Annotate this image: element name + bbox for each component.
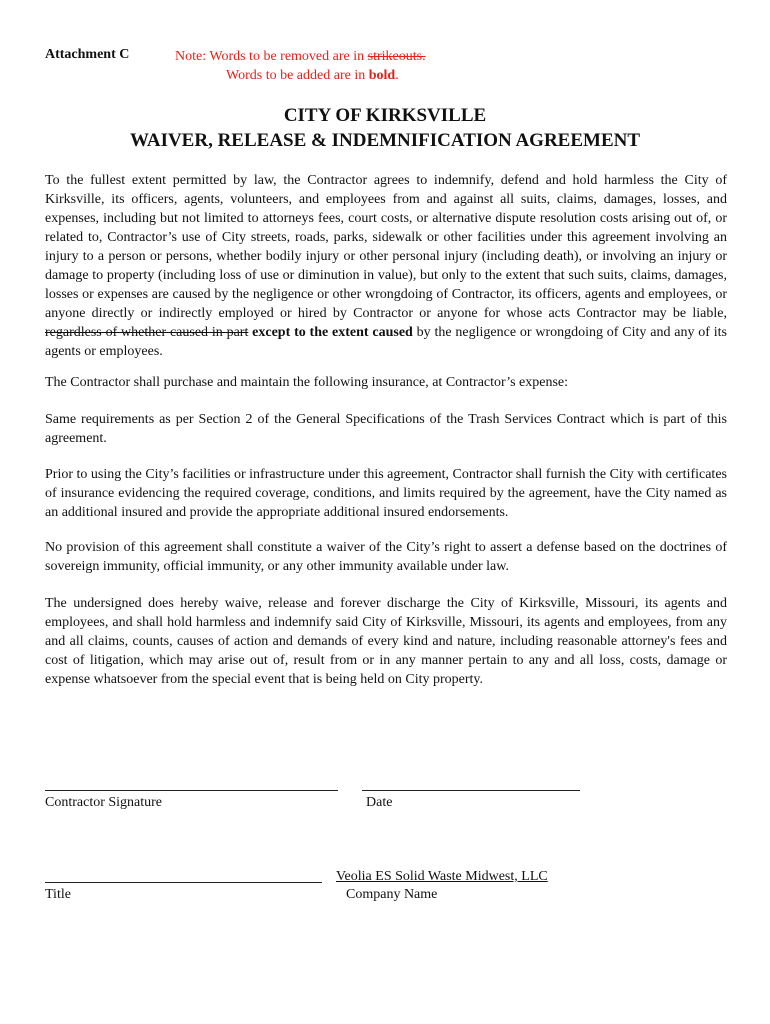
attachment-label: Attachment C xyxy=(45,47,130,62)
p1-added-text: except to the extent caused xyxy=(248,325,413,340)
certificates-paragraph: Prior to using the City’s facilities or infrastructure under this agreement, Contractor shall furnish the City with certificates of insurance evidencing the required coverage, conditions, and limits required by the agreement, have the City named as an additional insured and provide the appropriate additional insured endorsements. xyxy=(45,467,727,520)
p1-end: by the negligence or wrongdoing of City and any of its agents or employees. xyxy=(45,325,727,359)
company-name-label: Company Name xyxy=(346,887,438,902)
note-prefix: Note: Words to be removed are in xyxy=(175,49,368,64)
date-line[interactable] xyxy=(362,790,580,791)
document-title-city: CITY OF KIRKSVILLE xyxy=(283,105,487,126)
immunity-paragraph: No provision of this agreement shall constitute a waiver of the City’s right to assert a defense based on the doctrines of sovereign immunity, official immunity, or any other immunity available under law. xyxy=(45,540,727,574)
release-paragraph: The undersigned does hereby waive, release and forever discharge the City of Kirksville, Missouri, its agents and employees, and shall hold harmless and indemnify said City of Kirksville, Missouri, its agents and employees, from any and all claims, counts, causes of action and demands of every kind and nature, including reasonable attorney's fees and cost of litigation, which may arise out of, result from or in any manner pertain to any and all loss, costs, damage or expense whatsoever from the special event that is being held on City property. xyxy=(45,596,727,687)
p1-removed-text: regardless of whether caused in part xyxy=(45,325,249,340)
contractor-signature-label: Contractor Signature xyxy=(45,795,163,810)
document-title-agreement: WAIVER, RELEASE & INDEMNIFICATION AGREEMENT xyxy=(129,130,641,151)
edit-note xyxy=(175,47,426,85)
note-line2-suffix: . xyxy=(395,68,399,83)
indemnification-paragraph xyxy=(45,171,727,361)
note-line-2 xyxy=(175,66,426,85)
title-line[interactable] xyxy=(45,882,322,883)
title-label: Title xyxy=(45,887,71,902)
p1-start: To the fullest extent permitted by law, the Contractor agrees to indemnify, defend and hold harmless the City of Kirksville, its officers, agents, volunteers, and employees from and against all suits, claims, damages, losses, and expenses, including but not limited to attorneys fees, court costs, or alternative dispute resolution costs arising out of, or related to, Contractor’s use of City streets, roads, parks, sidewalk or other facilities under this agreement involving an injury to a person or persons, whether bodily injury or other personal injury (including death), or involving an injury or damage to property (including loss of use or diminution in value), but only to the extent that such suits, claims, damages, losses or expenses are caused by the negligence or other wrongdoing of Contractor, its officers, agents and employees, or anyone directly or indirectly employed or hired by Contractor or anyone for whose acts Contractor may be liable, xyxy=(45,173,727,321)
date-label: Date xyxy=(366,795,393,810)
requirements-paragraph: Same requirements as per Section 2 of the General Specifications of the Trash Services Contract which is part of this agreement. xyxy=(45,412,727,446)
note-strikeout-example: strikeouts. xyxy=(367,49,426,64)
contractor-signature-line[interactable] xyxy=(45,790,338,791)
company-name-value: Veolia ES Solid Waste Midwest, LLC xyxy=(336,869,548,884)
note-bold-example: bold xyxy=(368,68,396,83)
insurance-paragraph: The Contractor shall purchase and maintain the following insurance, at Contractor’s expense: xyxy=(45,375,569,390)
note-line2-prefix: Words to be added are in xyxy=(226,68,369,83)
